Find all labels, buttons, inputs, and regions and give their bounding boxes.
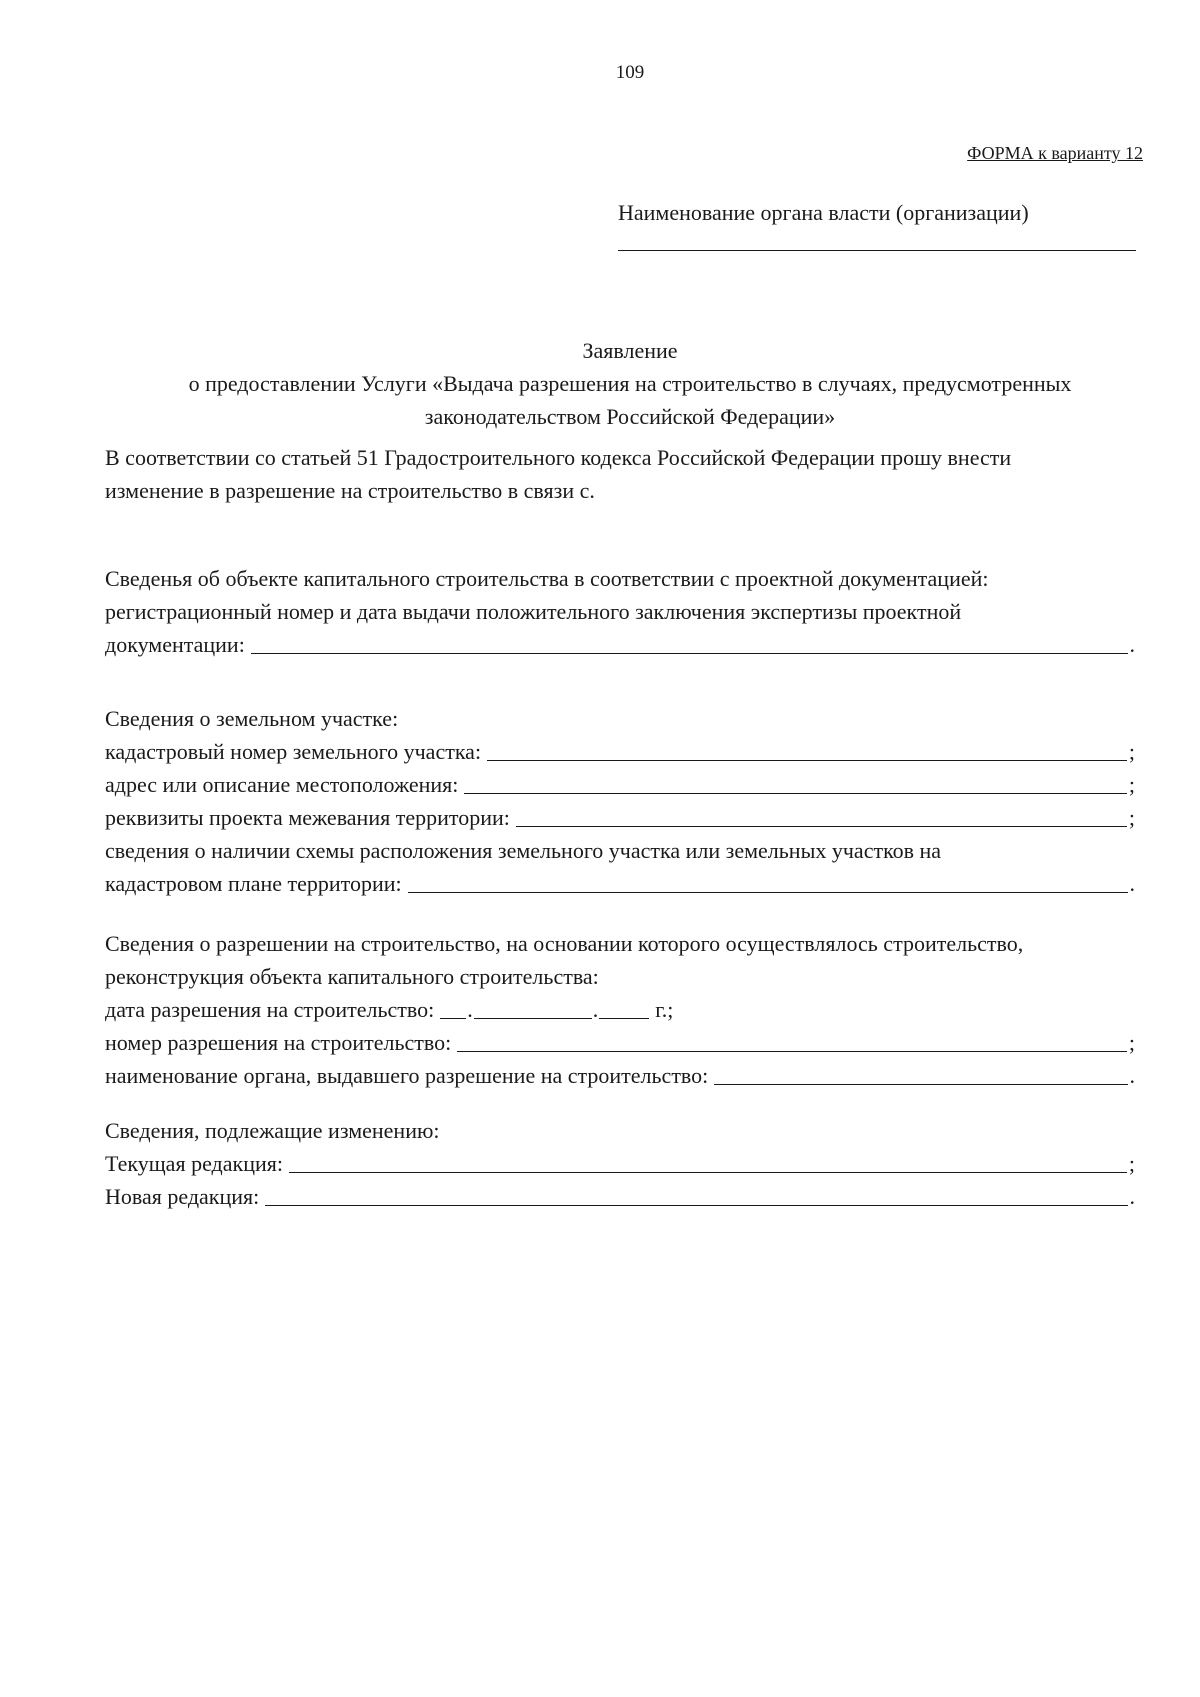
- object-info-end: .: [1129, 632, 1135, 657]
- intro-line-2: изменение в разрешение на строительство в связи с.: [105, 478, 595, 503]
- permit-number-end: ;: [1128, 1030, 1135, 1055]
- land-cadastral-label: кадастровый номер земельного участка:: [105, 739, 482, 764]
- changes-section: [105, 1114, 1135, 1213]
- form-reference: ФОРМА к варианту 12: [967, 143, 1143, 163]
- permit-number-label: номер разрешения на строительство:: [105, 1030, 452, 1055]
- changes-new-fill-line[interactable]: [265, 1204, 1127, 1206]
- heading-title: Заявление: [582, 338, 678, 363]
- object-info-line-3: [105, 628, 1135, 661]
- changes-new-row: [105, 1180, 1135, 1213]
- land-address-label: адрес или описание местоположения:: [105, 772, 459, 797]
- permit-line-1: Сведения о разрешении на строительство, на основании которого осуществлялось строительство,: [105, 931, 1024, 956]
- land-address-row: [105, 768, 1135, 801]
- object-info-docs-label: документации:: [105, 632, 245, 657]
- land-cadastral-end: ;: [1128, 739, 1135, 764]
- changes-new-label: Новая редакция:: [105, 1184, 260, 1209]
- changes-current-row: [105, 1147, 1135, 1180]
- land-scheme-row: [105, 867, 1135, 900]
- heading-line-1: о предоставлении Услуги «Выдача разрешения на строительство в случаях, предусмотренных: [188, 371, 1072, 396]
- changes-new-end: .: [1129, 1184, 1135, 1209]
- changes-current-end: ;: [1128, 1151, 1135, 1176]
- permit-issuer-row: [105, 1059, 1135, 1092]
- permit-date-dot-2: .: [592, 997, 599, 1022]
- land-address-end: ;: [1128, 772, 1135, 797]
- land-cadastral-fill-line[interactable]: [487, 759, 1127, 761]
- land-scheme-line-1: сведения о наличии схемы расположения земельного участка или земельных участков на: [105, 838, 942, 863]
- changes-title: Сведения, подлежащие изменению:: [105, 1118, 440, 1143]
- land-scheme-fill-line[interactable]: [408, 891, 1128, 893]
- permit-date-day-field[interactable]: [440, 1017, 466, 1019]
- object-info-line-2: регистрационный номер и дата выдачи положительного заключения экспертизы проектной: [105, 599, 962, 624]
- permit-date-row: [105, 993, 1135, 1026]
- land-scheme-label: кадастровом плане территории:: [105, 871, 402, 896]
- changes-current-label: Текущая редакция:: [105, 1151, 283, 1176]
- permit-date-year-suffix: г.;: [655, 997, 674, 1022]
- permit-line-2: реконструкция объекта капитального строительства:: [105, 964, 599, 989]
- permit-issuer-end: .: [1129, 1063, 1135, 1088]
- land-scheme-end: .: [1129, 871, 1135, 896]
- intro-line-1: В соответствии со статьей 51 Градостроительного кодекса Российской Федерации прошу внести: [105, 445, 1012, 470]
- land-survey-label: реквизиты проекта межевания территории:: [105, 805, 510, 830]
- land-survey-fill-line[interactable]: [516, 825, 1127, 827]
- object-info-line-1: Сведенья об объекте капитального строительства в соответствии с проектной документацией:: [105, 566, 989, 591]
- page-number: 109: [615, 62, 645, 83]
- permit-number-fill-line[interactable]: [457, 1050, 1127, 1052]
- permit-date-dot-1: .: [467, 997, 473, 1022]
- land-title: Сведения о земельном участке:: [105, 706, 399, 731]
- land-address-fill-line[interactable]: [464, 792, 1126, 794]
- permit-issuer-label: наименование органа, выдавшего разрешение на строительство:: [105, 1063, 709, 1088]
- heading-line-2: законодательством Российской Федерации»: [424, 404, 836, 429]
- object-info-fill-line[interactable]: [251, 652, 1128, 654]
- permit-date-year-field[interactable]: [599, 1017, 649, 1019]
- land-cadastral-row: [105, 735, 1135, 768]
- permit-section: [105, 927, 1135, 1092]
- permit-issuer-fill-line[interactable]: [714, 1083, 1127, 1085]
- intro-paragraph: [105, 441, 1135, 507]
- permit-number-row: [105, 1026, 1135, 1059]
- object-info-section: [105, 562, 1135, 661]
- land-section: [105, 702, 1135, 900]
- permit-date-month-field[interactable]: [474, 1017, 592, 1019]
- land-survey-row: [105, 801, 1135, 834]
- authority-fill-line[interactable]: [618, 250, 1136, 251]
- changes-current-fill-line[interactable]: [289, 1171, 1127, 1173]
- authority-label: Наименование органа власти (организации): [618, 200, 1029, 225]
- document-heading: [0, 334, 1200, 433]
- permit-date-label: дата разрешения на строительство:: [105, 997, 435, 1022]
- land-survey-end: ;: [1128, 805, 1135, 830]
